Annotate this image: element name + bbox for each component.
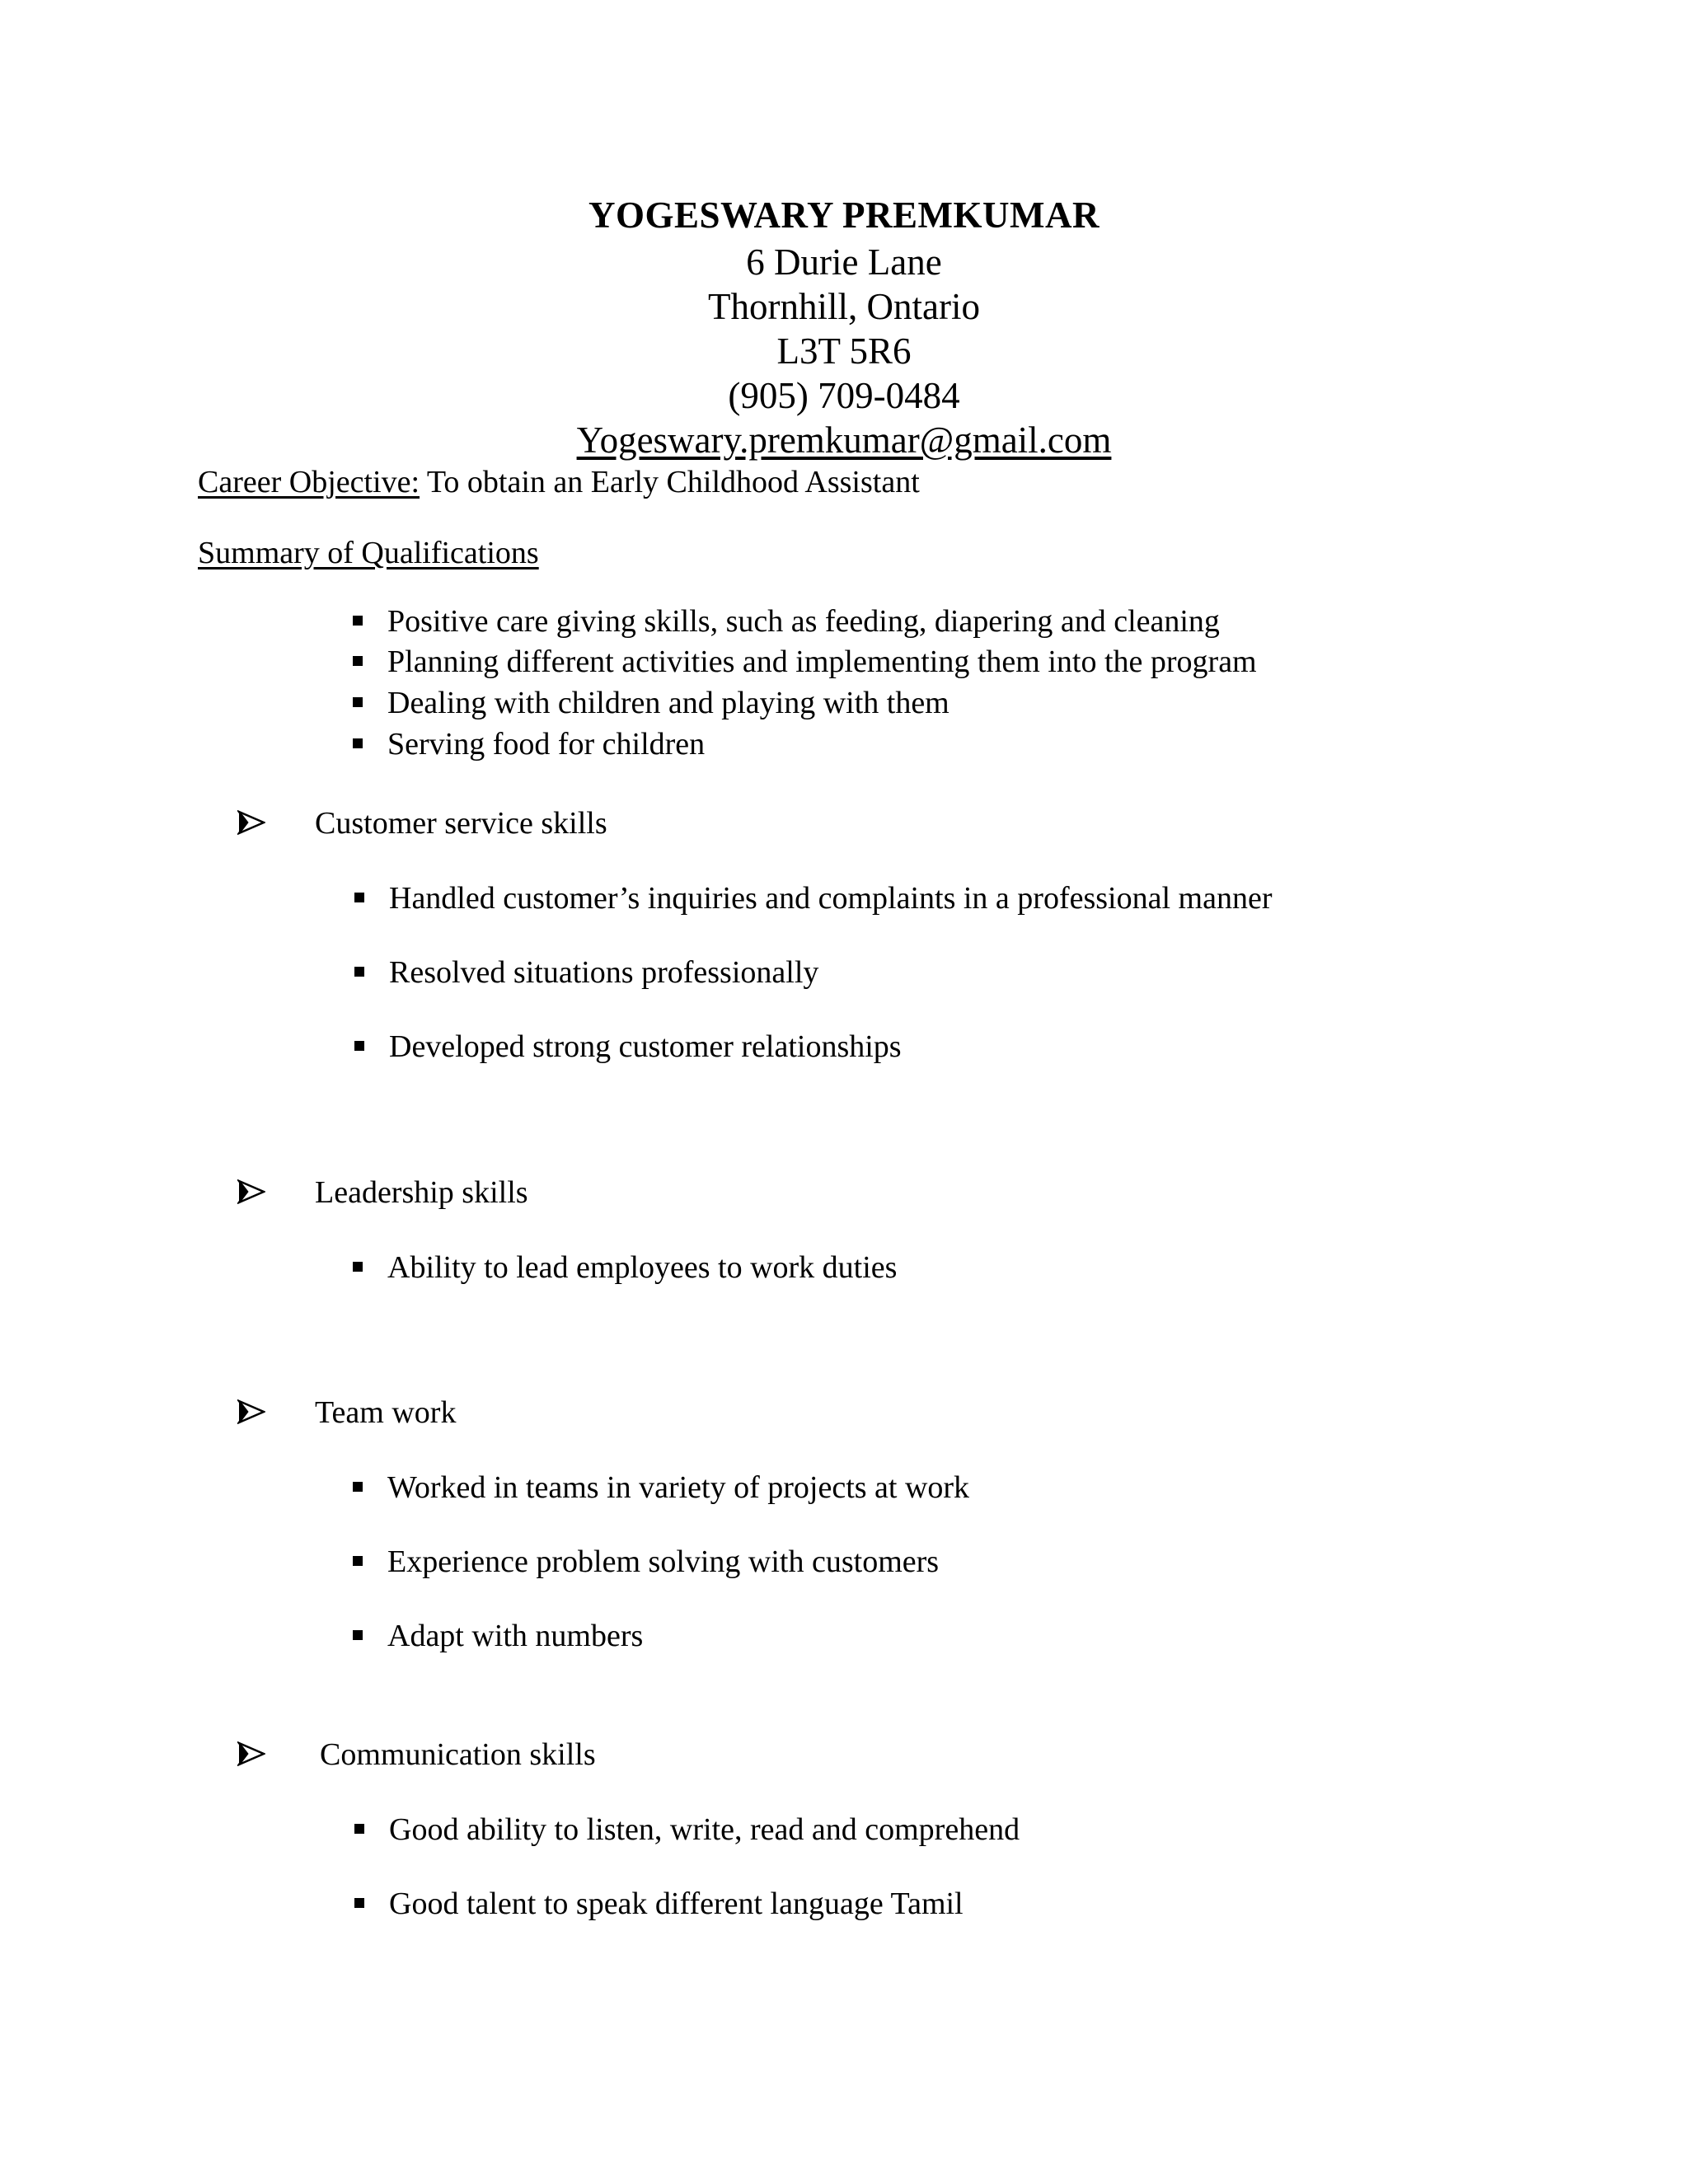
address-postal-code: L3T 5R6 — [776, 330, 912, 372]
section-item — [353, 1469, 969, 1507]
section-title-text: Communication skills — [320, 1737, 596, 1772]
section-item — [354, 1811, 1020, 1849]
square-bullet-icon — [354, 1041, 364, 1051]
phone-number: (905) 709-0484 — [728, 375, 960, 416]
arrow-bullet-icon — [237, 810, 265, 835]
section-item-text: Ability to lead employees to work duties — [387, 1250, 898, 1285]
email-link[interactable]: Yogeswary.premkumar@gmail.com — [576, 419, 1112, 461]
email-line — [0, 417, 1688, 463]
summary-item — [353, 643, 1257, 681]
square-bullet-icon — [353, 656, 363, 666]
section-title-leadership — [237, 1174, 528, 1212]
summary-item-text: Positive care giving skills, such as feeding, diapering and cleaning — [387, 604, 1220, 639]
section-item-text: Resolved situations professionally — [389, 955, 819, 990]
career-objective — [198, 463, 920, 501]
section-item-text: Adapt with numbers — [387, 1619, 644, 1653]
summary-item — [353, 602, 1220, 640]
section-item — [353, 1617, 643, 1655]
section-title-team-work — [237, 1394, 457, 1432]
square-bullet-icon — [354, 967, 364, 977]
section-item — [354, 1885, 964, 1923]
section-item — [354, 954, 818, 991]
section-item — [354, 879, 1272, 917]
arrow-bullet-icon — [237, 1179, 265, 1204]
square-bullet-icon — [353, 738, 363, 748]
section-title-text: Customer service skills — [315, 806, 607, 841]
square-bullet-icon — [354, 893, 364, 902]
square-bullet-icon — [353, 1630, 363, 1640]
section-item-text: Experience problem solving with customers — [387, 1544, 940, 1579]
section-title-customer-service — [237, 804, 607, 842]
arrow-bullet-icon — [237, 1399, 265, 1424]
section-item-text: Good talent to speak different language Tamil — [389, 1886, 964, 1921]
section-item — [354, 1028, 902, 1066]
address-city: Thornhill, Ontario — [708, 286, 980, 327]
summary-item — [353, 684, 950, 722]
section-title-text: Leadership skills — [315, 1175, 528, 1210]
summary-item-text: Serving food for children — [387, 727, 706, 762]
section-item-text: Handled customer’s inquiries and complaints in a professional manner — [389, 881, 1273, 916]
square-bullet-icon — [354, 1898, 364, 1908]
section-item — [353, 1249, 897, 1286]
career-objective-text: To obtain an Early Childhood Assistant — [420, 465, 920, 499]
square-bullet-icon — [353, 616, 363, 626]
section-item-text: Good ability to listen, write, read and comprehend — [389, 1812, 1020, 1847]
square-bullet-icon — [354, 1824, 364, 1834]
square-bullet-icon — [353, 697, 363, 707]
square-bullet-icon — [353, 1262, 363, 1272]
square-bullet-icon — [353, 1556, 363, 1566]
summary-item-text: Planning different activities and implementing them into the program — [387, 644, 1257, 679]
summary-heading: Summary of Qualifications — [198, 536, 539, 570]
summary-item-text: Dealing with children and playing with them — [387, 686, 950, 720]
career-objective-label: Career Objective: — [198, 465, 420, 499]
section-item-text: Developed strong customer relationships — [389, 1029, 902, 1064]
square-bullet-icon — [353, 1482, 363, 1492]
section-title-text: Team work — [315, 1395, 457, 1430]
applicant-name: YOGESWARY PREMKUMAR — [588, 194, 1100, 236]
section-title-communication — [237, 1736, 596, 1774]
arrow-bullet-icon — [237, 1741, 265, 1766]
address-street: 6 Durie Lane — [746, 241, 942, 283]
summary-item — [353, 725, 705, 763]
section-item — [353, 1543, 939, 1581]
section-item-text: Worked in teams in variety of projects at work — [387, 1470, 970, 1505]
